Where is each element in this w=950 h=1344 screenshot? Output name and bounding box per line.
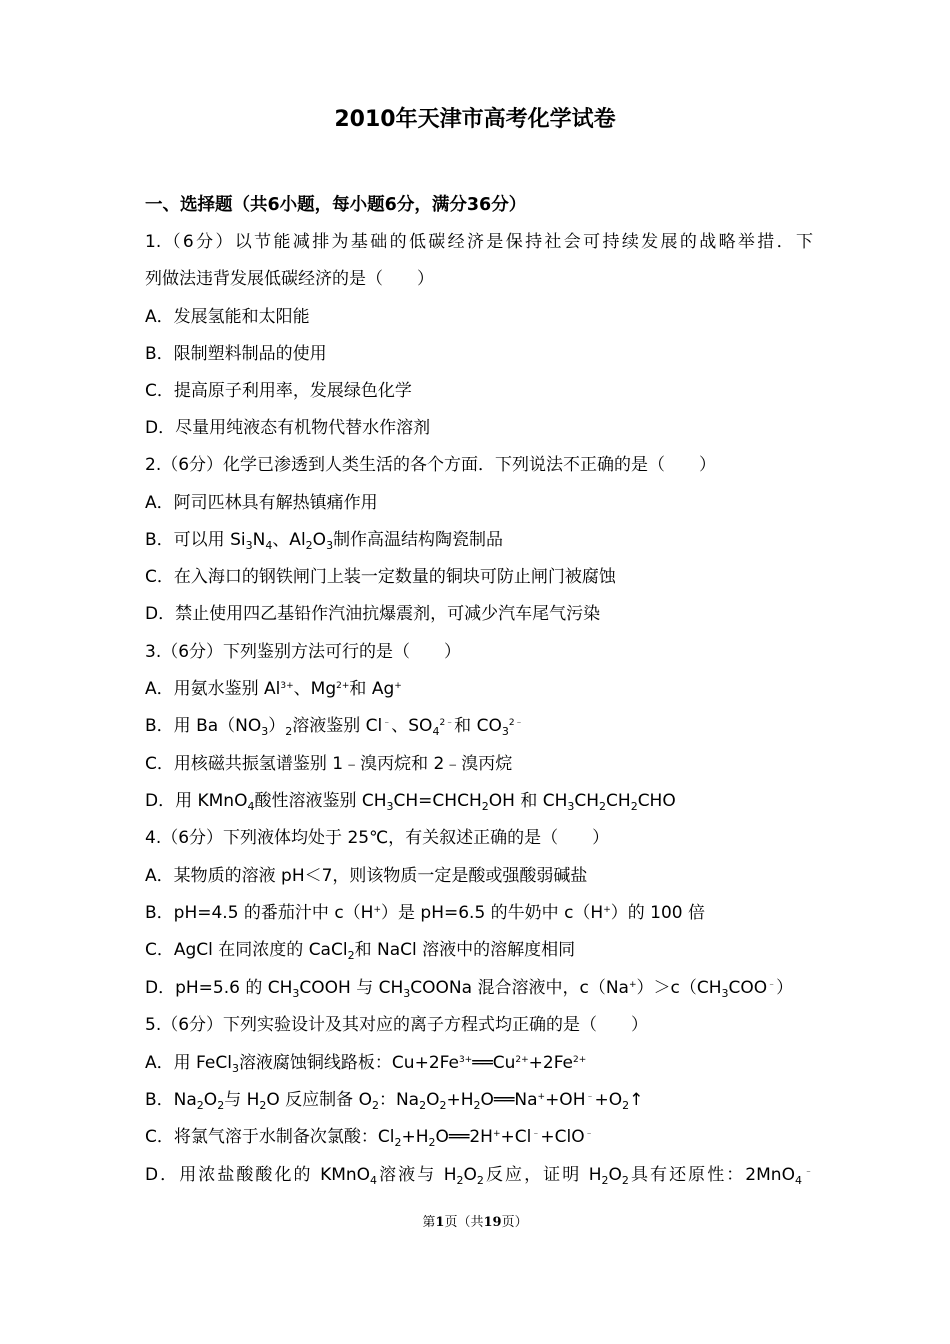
q2-option-b: B．可以用 $Si_3N_4$、$Al_2O_3$制作高温结构陶瓷制品 (145, 530, 504, 552)
q5-stem: 5.（6分）下列实验设计及其对应的离子方程式均正确的是（ ） (145, 1015, 649, 1035)
q1-stem-line2: 列做法违背发展低碳经济的是（ ） (145, 269, 434, 289)
q3-option-b: B．用 $Ba(NO_3)_2$溶液鉴别 Cl﹣、$SO_4^{2﹣}$和 $CO_3^{2﹣}$ (145, 716, 524, 738)
q4-stem: 4.（6分）下列液体均处于 25℃，有关叙述正确的是（ ） (145, 828, 610, 848)
q4-option-b: B．pH=4.5 的番茄汁中 c（H+）是 pH=6.5 的牛奶中 c（H+）的 100 倍 (145, 903, 706, 923)
q5-option-d: D．用浓盐酸酸化的 KMnO$_4$溶液与 $H_2O_2$反应，证明 $H_2O_2$具有还原性：2MnO$_4$﹣ (145, 1165, 814, 1187)
q2-option-d: D．禁止使用四乙基铅作汽油抗爆震剂，可减少汽车尾气污染 (145, 604, 601, 624)
q3-stem: 3.（6分）下列鉴别方法可行的是（ ） (145, 642, 462, 662)
section-heading: 一、选择题（共6小题，每小题6分，满分36分） (145, 195, 527, 215)
q4-option-c: C．AgCl 在同浓度的 CaCl$_2$和 NaCl 溶液中的溶解度相同 (145, 940, 576, 962)
q1-option-c: C．提高原子利用率，发展绿色化学 (145, 381, 412, 401)
q4-option-d: D．pH=5.6 的 $CH_3COOH$ 与 $CH_3COONa$ 混合溶液中，$c(Na^+)>c(CH_3COO^﹣)$ (145, 978, 794, 1000)
page-footer: 第1页（共19页） (422, 1215, 528, 1230)
q3-option-c: C．用核磁共振氢谱鉴别 1﹣溴丙烷和 2﹣溴丙烷 (145, 754, 513, 774)
q2-option-a: A．阿司匹林具有解热镇痛作用 (145, 493, 378, 513)
q2-option-c: C．在入海口的钢铁闸门上装一定数量的铜块可防止闸门被腐蚀 (145, 567, 616, 587)
q3-option-a: A．用氨水鉴别 $Al^{3+}$、$Mg^{2+}$和 Ag+ (145, 679, 402, 699)
q4-option-a: A．某物质的溶液 pH＜7，则该物质一定是酸或强酸弱碱盐 (145, 866, 588, 886)
page-title: 2010年天津市高考化学试卷 (334, 107, 616, 132)
q1-option-d: D．尽量用纯液态有机物代替水作溶剂 (145, 418, 431, 438)
q1-stem-line1: 1.（6分）以节能减排为基础的低碳经济是保持社会可持续发展的战略举措．下 (145, 232, 813, 252)
q5-option-b: B．$Na_2O_2$与 $H_2O$ 反应制备 $O_2$：$Na_2O_2+H_2O══Na^++OH^﹣+O_2↑$ (145, 1090, 644, 1112)
q5-option-c: C．将氯气溶于水制备次氯酸：$Cl_2+H_2O══2H^++Cl^﹣+ClO^﹣$ (145, 1127, 594, 1149)
q1-option-b: B．限制塑料制品的使用 (145, 344, 327, 364)
q5-option-a: A．用 FeCl$_3$溶液腐蚀铜线路板：$Cu+2Fe^{3+}══Cu^{2+}+2Fe^{2+}$ (145, 1053, 587, 1075)
page-number: 1 (435, 1215, 445, 1230)
q3-option-d: D．用 KMnO$_4$酸性溶液鉴别 $CH_3CH=CHCH_2OH$ 和 $CH_3CH_2CH_2CHO$ (145, 791, 676, 813)
total-pages: 19 (483, 1215, 502, 1230)
q2-stem: 2.（6分）化学已渗透到人类生活的各个方面．下列说法不正确的是（ ） (145, 455, 717, 475)
q1-option-a: A．发展氢能和太阳能 (145, 307, 310, 327)
